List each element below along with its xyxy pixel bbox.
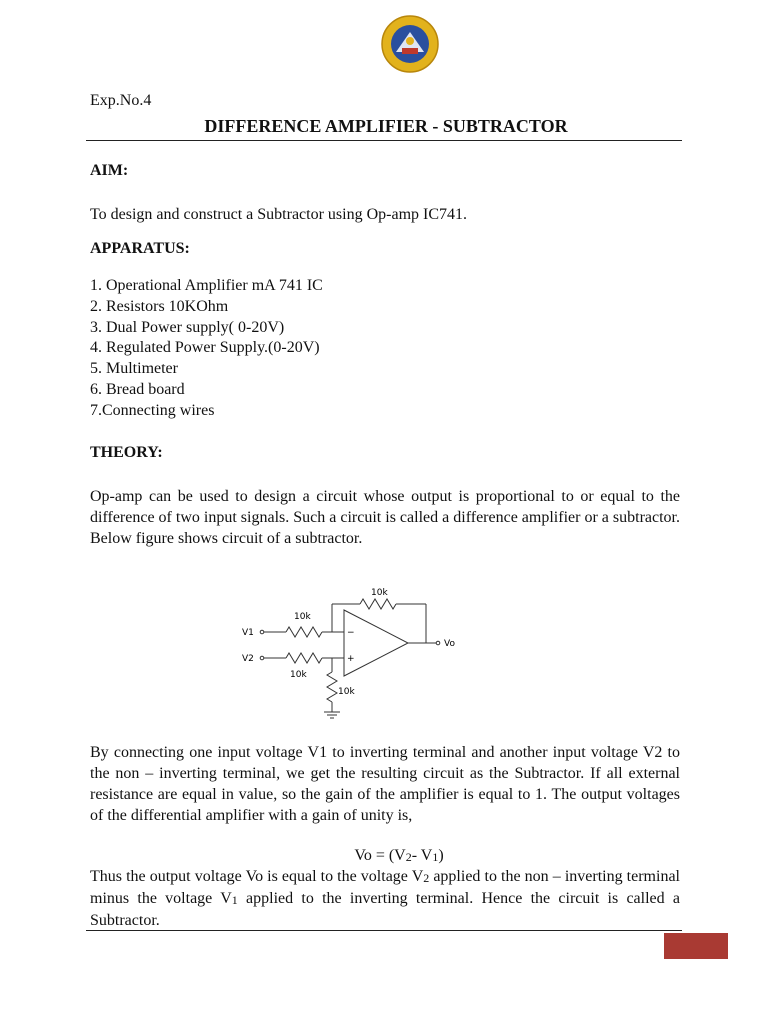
- apparatus-list: [90, 276, 323, 422]
- apparatus-item: 1. Operational Amplifier mA 741 IC: [90, 277, 323, 294]
- apparatus-heading: APPARATUS:: [90, 240, 190, 257]
- subtractor-circuit-diagram: [236, 580, 476, 720]
- theory-paragraph-3: Thus the output voltage Vo is equal to the voltage $V_2$ applied to the non – inverting terminal minus the voltage $V_1$ applied to the inverting terminal. Hence the circuit is called a Subtractor.: [90, 868, 681, 929]
- header-divider: [86, 140, 682, 141]
- university-logo: [380, 14, 440, 74]
- input-resistor-2-label: 10k: [290, 670, 307, 680]
- theory-heading: THEORY:: [90, 444, 163, 461]
- aim-heading: AIM:: [90, 162, 129, 179]
- input-resistor-1-label: 10k: [294, 612, 311, 622]
- experiment-number: Exp.No.4: [90, 92, 152, 109]
- footer-divider: [86, 930, 682, 931]
- apparatus-item: 3. Dual Power supply( 0-20V): [90, 318, 285, 336]
- apparatus-item: 6. Bread board: [90, 380, 185, 398]
- footer-accent-block: [664, 933, 728, 959]
- input-v2-label: V2: [242, 654, 254, 664]
- output-vo-label: Vo: [444, 639, 455, 649]
- apparatus-item: 4. Regulated Power Supply.(0-20V): [90, 339, 320, 357]
- input-v1-label: V1: [242, 628, 254, 638]
- op-amp-symbol: [344, 610, 408, 676]
- output-equation: $Vo = (V_2-$ $V_1$): [354, 847, 444, 864]
- theory-paragraph-1: Op-amp can be used to design a circuit whose output is proportional to or equal to the difference of two input signals. Such a circuit is called a difference amplifier or a subtractor. Below figure shows circuit of a subtractor.: [90, 488, 680, 547]
- page-title: DIFFERENCE AMPLIFIER - SUBTRACTOR: [204, 116, 568, 136]
- non-inverting-terminal-sign: +: [347, 654, 355, 664]
- ground-resistor-label: 10k: [338, 687, 355, 697]
- apparatus-item: 5. Multimeter: [90, 360, 178, 378]
- feedback-resistor-label: 10k: [371, 588, 388, 598]
- apparatus-item: 7.Connecting wires: [90, 401, 215, 419]
- aim-text: To design and construct a Subtractor using Op-amp IC741.: [90, 206, 468, 223]
- apparatus-item: 2. Resistors 10KOhm: [90, 297, 229, 315]
- theory-paragraph-2: By connecting one input voltage V1 to inverting terminal and another input voltage V2 to the non – inverting terminal, we get the resulting circuit as the Subtractor. If all external resistance are equal in value, so the gain of the amplifier is equal to 1. The output voltages of the differential amplifier with a gain of unity is,: [90, 744, 680, 824]
- inverting-terminal-sign: −: [347, 628, 355, 638]
